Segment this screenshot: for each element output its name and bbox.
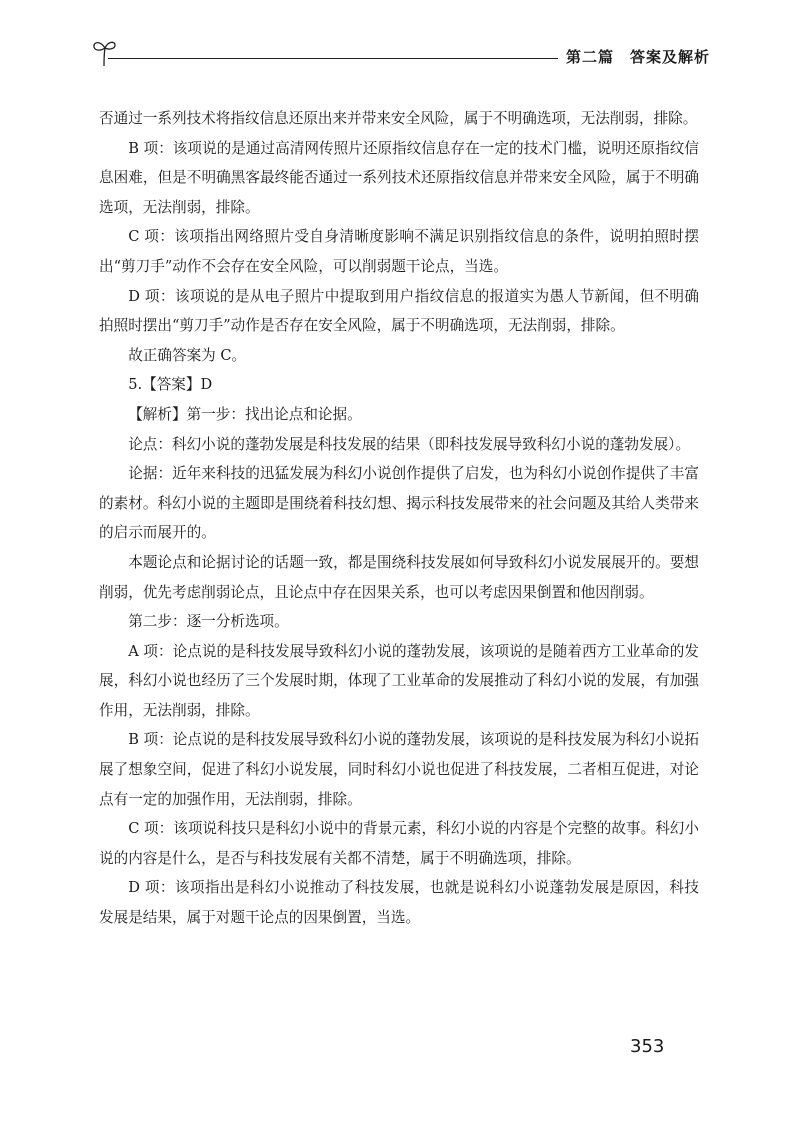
body-text [99, 104, 699, 933]
header-rule [108, 58, 558, 59]
paragraph: 论据：近年来科技的迅猛发展为科幻小说创作提供了启发，也为科幻小说创作提供了丰富的素材。科幻小说的主题即是围绕着科技幻想、揭示科技发展带来的社会问题及其给人类带来的启示而展开的。 [99, 465, 699, 542]
paragraph: 第二步：逐一分析选项。 [128, 613, 289, 631]
running-header [90, 36, 710, 76]
paragraph: A 项：论点说的是科技发展导致科幻小说的蓬勃发展，该项说的是随着西方工业革命的发展，科幻小说也经历了三个发展时期，体现了工业革命的发展推动了科幻小说的发展，有加强作用，无法削弱，排除。 [99, 642, 699, 719]
paragraph: 否通过一系列技术将指纹信息还原出来并带来安全风险，属于不明确选项，无法削弱，排除。 [99, 110, 698, 127]
paragraph: D 项：该项说的是从电子照片中提取到用户指纹信息的报道实为愚人节新闻，但不明确拍照时摆出“剪刀手”动作是否存在安全风险，属于不明确选项，无法削弱，排除。 [99, 287, 699, 335]
answer-heading: 5.【答案】D [128, 376, 213, 394]
paragraph: B 项：该项说的是通过高清网传照片还原指纹信息存在一定的技术门槛，说明还原指纹信息困难，但是不明确黑客最终能否通过一系列技术还原指纹信息并带来安全风险，属于不明确选项，无法削弱，排除。 [99, 139, 699, 216]
paragraph: D 项：该项指出是科幻小说推动了科技发展，也就是说科幻小说蓬勃发展是原因，科技发展是结果，属于对题干论点的因果倒置，当选。 [99, 879, 699, 927]
section-title: 第二篇 答案及解析 [565, 48, 710, 66]
paragraph: B 项：论点说的是科技发展导致科幻小说的蓬勃发展，该项说的是科技发展为科幻小说拓展了想象空间，促进了科幻小说发展，同时科幻小说也促进了科技发展，二者相互促进，对论点有一定的加强作用，无法削弱，排除。 [99, 731, 699, 808]
paragraph: C 项：该项指出网络照片受自身清晰度影响不满足识别指纹信息的条件，说明拍照时摆出“剪刀手”动作不会存在安全风险，可以削弱题干论点，当选。 [99, 228, 699, 275]
sprout-icon [90, 36, 118, 68]
paragraph: C 项：该项说科技只是科幻小说中的背景元素，科幻小说的内容是个完整的故事。科幻小说的内容是什么，是否与科技发展有关都不清楚，属于不明确选项，排除。 [99, 820, 699, 867]
paragraph: 本题论点和论据讨论的话题一致，都是围绕科技发展如何导致科幻小说发展展开的。要想削弱，优先考虑削弱论点，且论点中存在因果关系，也可以考虑因果倒置和他因削弱。 [99, 553, 699, 601]
page-number: 353 [630, 1036, 665, 1057]
analysis-heading: 【解析】第一步：找出论点和论据。 [128, 405, 362, 423]
paragraph: 论点：科幻小说的蓬勃发展是科技发展的结果（即科技发展导致科幻小说的蓬勃发展）。 [128, 435, 691, 453]
paragraph: 故正确答案为 C。 [128, 346, 247, 364]
